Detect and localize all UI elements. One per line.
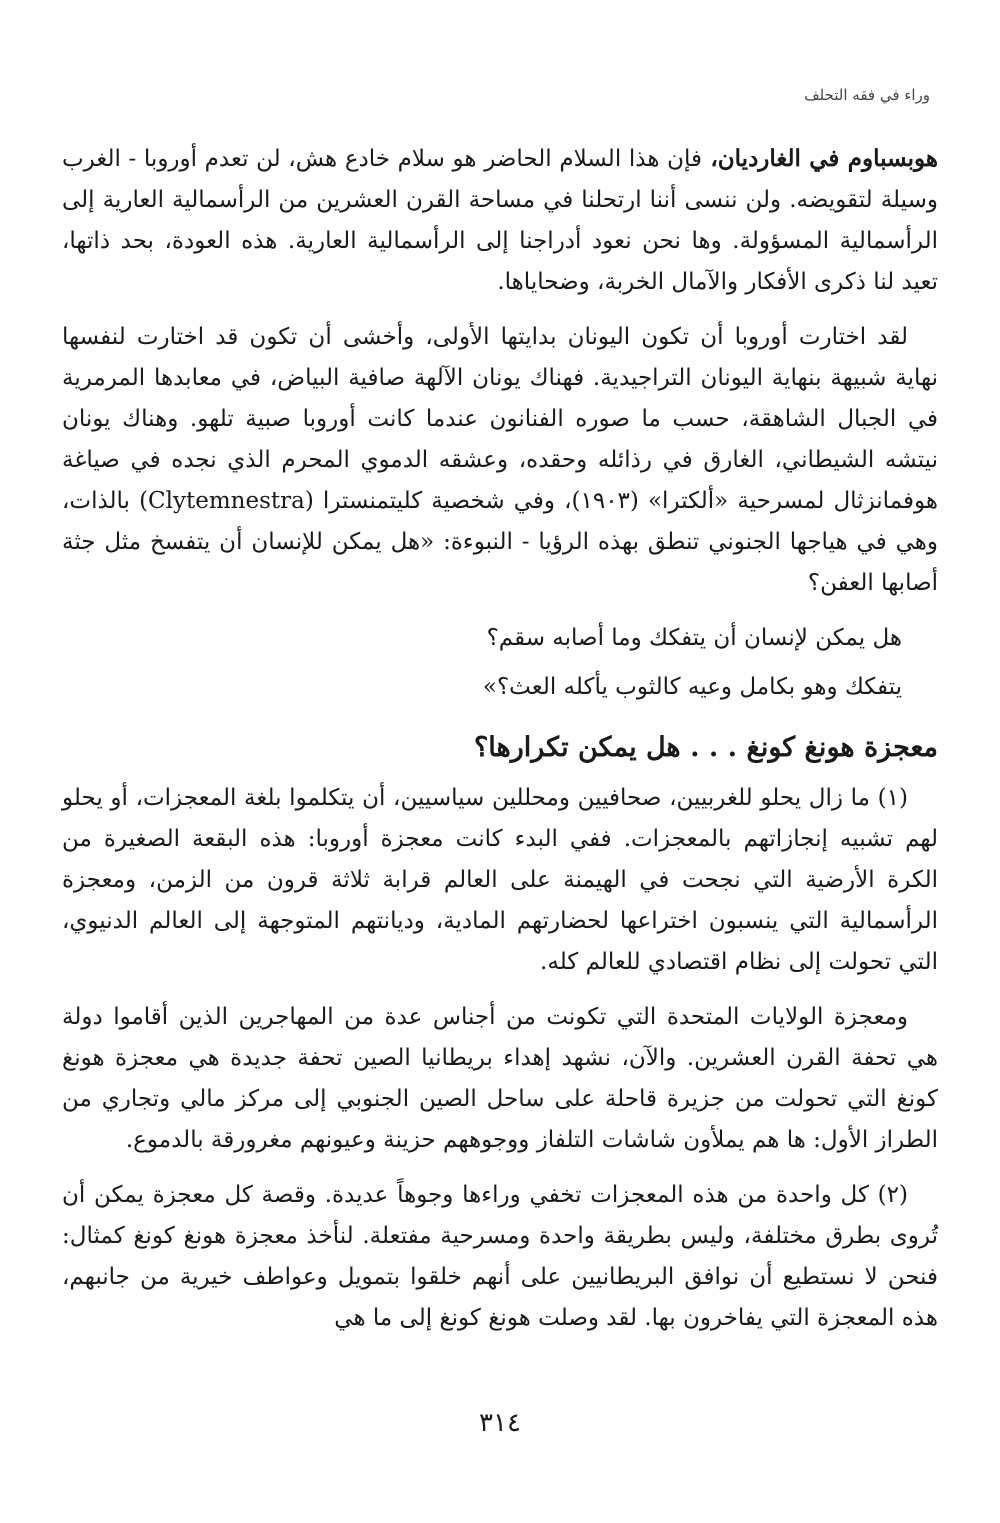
paragraph-1 <box>62 138 938 303</box>
running-head: وراء في فقه التحلف <box>804 86 930 104</box>
paragraph-1-bold-lead: هوبسباوم في الغارديان، <box>702 145 938 172</box>
section-paragraph-3: (٢) كل واحدة من هذه المعجزات تخفي وراءها وجوهاً عديدة. وقصة كل معجزة يمكن أن تُروى بطرق مختلفة، وليس بطريقة واحدة ومسرحية مفتعلة. لنأخذ معجزة هونغ كونغ كمثال: فنحن لا نستطيع أن نوافق البريطانيين على أنهم خلقوا بتمويل وعواطف خيرية من جانبهم، هذه المعجزة التي يفاخرون بها. لقد وصلت هونغ كونغ إلى ما هي <box>62 1182 938 1331</box>
paragraph-1-text: فإن هذا السلام الحاضر هو سلام خادع هش، لن تعدم أوروبا - الغرب وسيلة لتقويضه. ولن ننسى أننا ارتحلنا في مساحة القرن العشرين من الرأسمالية العارية إلى الرأسمالية المسؤولة. وها نحن نعود أدراجنا إلى الرأسمالية العارية. هذه العودة، بحد ذاتها، تعيد لنا ذكرى الأفكار والآمال الخربة، وضحاياها. <box>62 146 938 295</box>
paragraph-2: لقد اختارت أوروبا أن تكون اليونان بدايتها الأولى، وأخشى أن تكون قد اختارت لنفسها نهاية شبيهة بنهاية اليونان التراجيدية. فهناك يونان الآلهة صافية البياض، في معابدها المرمرية في الجبال الشاهقة، حسب ما صوره الفنانون عندما كانت أوروبا صبية تلهو. وهناك يونان نيتشه الشيطاني، الغارق في رذائله وحقده، وعشقه الدموي المحرم الذي نجده في صياغة هوفمانزثال لمسرحية «ألكترا» (١٩٠٣)، وفي شخصية كليتمنسترا (Clytemnestra) بالذات، وهي في هياجها الجنوني تنطق بهذه الرؤيا - النبوءة: «هل يمكن للإنسان أن يتفسخ مثل جثة أصابها العفن؟ <box>62 324 938 596</box>
section-title: معجزة هونغ كونغ . . . هل يمكن تكرارها؟ <box>473 732 938 763</box>
section-paragraph-2: ومعجزة الولايات المتحدة التي تكونت من أجناس عدة من المهاجرين الذين أقاموا دولة هي تحفة القرن العشرين. والآن، نشهد إهداء بريطانيا الصين تحفة جديدة هي معجزة هونغ كونغ التي تحولت من جزيرة قاحلة على ساحل الصين الجنوبي إلى مركز مالي وتجاري من الطراز الأول: ها هم يملأون شاشات التلفاز ووجوههم حزينة وعيونهم مغرورقة بالدموع. <box>62 1004 938 1153</box>
quote-line-2: يتفكك وهو بكامل وعيه كالثوب يأكله العث؟» <box>482 674 902 700</box>
quote-line-1: هل يمكن لإنسان أن يتفكك وما أصابه سقم؟ <box>486 625 902 651</box>
page-number: ٣١٤ <box>479 1408 521 1438</box>
body-text <box>62 138 938 1353</box>
section-paragraph-1: (١) ما زال يحلو للغربيين، صحافيين ومحللين سياسيين، أن يتكلموا بلغة المعجزات، أو يحلو لهم تشبيه إنجازاتهم بالمعجزات. ففي البدء كانت معجزة أوروبا: هذه البقعة الصغيرة من الكرة الأرضية التي نجحت في الهيمنة على العالم قرابة ثلاثة قرون من الزمن، ومعجزة الرأسمالية التي ينسبون اختراعها لحضارتهم المادية، وديانتهم المتوجهة إلى العالم الدنيوي، التي تحولت إلى نظام اقتصادي للعالم كله. <box>62 785 938 975</box>
